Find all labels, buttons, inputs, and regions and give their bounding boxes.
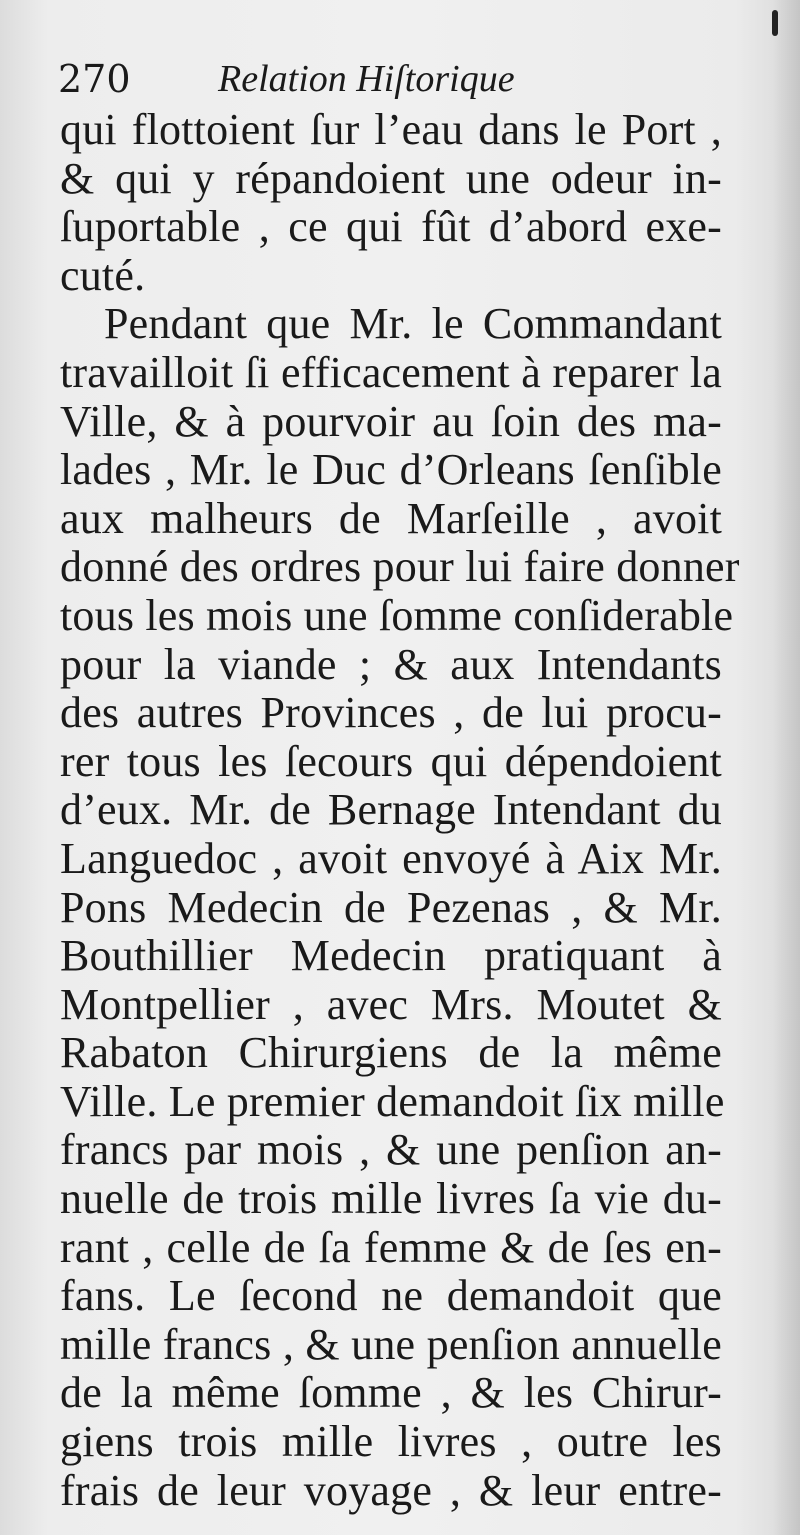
text-line: rant , celle de ſa femme & de ſes en- bbox=[60, 1222, 722, 1272]
running-head bbox=[58, 54, 758, 104]
text-line: frais de leur voyage , & leur entre- bbox=[60, 1465, 722, 1515]
page-edge-mark bbox=[772, 10, 778, 36]
text-line: donné des ordres pour lui faire donner bbox=[60, 542, 740, 592]
text-line: Ville. Le premier demandoit ſix mille bbox=[60, 1076, 725, 1126]
text-line: aux malheurs de Marſeille , avoit bbox=[60, 493, 722, 543]
text-line: Rabaton Chirurgiens de la même bbox=[60, 1028, 722, 1078]
text-line: travailloit ſi efficacement à reparer la bbox=[60, 347, 722, 397]
text-line: d’eux. Mr. de Bernage Intendant du bbox=[60, 785, 722, 835]
page-number: 270 bbox=[58, 57, 131, 101]
text-line: Pons Medecin de Pezenas , & Mr. bbox=[60, 882, 722, 932]
text-line: pour la viande ; & aux Intendants bbox=[60, 639, 722, 689]
running-title: Relation Hiſtorique bbox=[218, 58, 515, 100]
text-line: des autres Provinces , de lui procu- bbox=[60, 688, 722, 738]
text-line: ſuportable , ce qui fût d’abord exe- bbox=[60, 202, 722, 252]
paragraph-first-line: Pendant que Mr. le Commandant bbox=[104, 299, 722, 349]
text-line: nuelle de trois mille livres ſa vie du- bbox=[60, 1174, 722, 1224]
text-line: Ville, & à pourvoir au ſoin des ma- bbox=[60, 396, 722, 446]
text-line: fans. Le ſecond ne demandoit que bbox=[60, 1271, 722, 1321]
page-edge-shadow bbox=[772, 0, 800, 1535]
text-line: rer tous les ſecours qui dépendoient bbox=[60, 736, 722, 786]
text-line: lades , Mr. le Duc d’Orleans ſenſible bbox=[60, 445, 722, 495]
text-line: de la même ſomme , & les Chirur- bbox=[60, 1368, 722, 1418]
text-line: tous les mois une ſomme conſiderable bbox=[60, 590, 734, 640]
text-line: francs par mois , & une penſion an- bbox=[60, 1125, 722, 1175]
text-line: Montpellier , avec Mrs. Moutet & bbox=[60, 979, 722, 1029]
text-line: giens trois mille livres , outre les bbox=[60, 1417, 722, 1467]
body-text bbox=[60, 105, 740, 1515]
text-line: cuté. bbox=[60, 250, 146, 300]
text-line: Languedoc , avoit envoyé à Aix Mr. bbox=[60, 833, 722, 883]
text-line: qui flottoient ſur l’eau dans le Port , bbox=[60, 105, 722, 154]
text-line: mille francs , & une penſion annuelle bbox=[60, 1319, 722, 1369]
text-line: & qui y répandoient une odeur in- bbox=[60, 153, 722, 203]
text-line: Bouthillier Medecin pratiquant à bbox=[60, 931, 722, 981]
